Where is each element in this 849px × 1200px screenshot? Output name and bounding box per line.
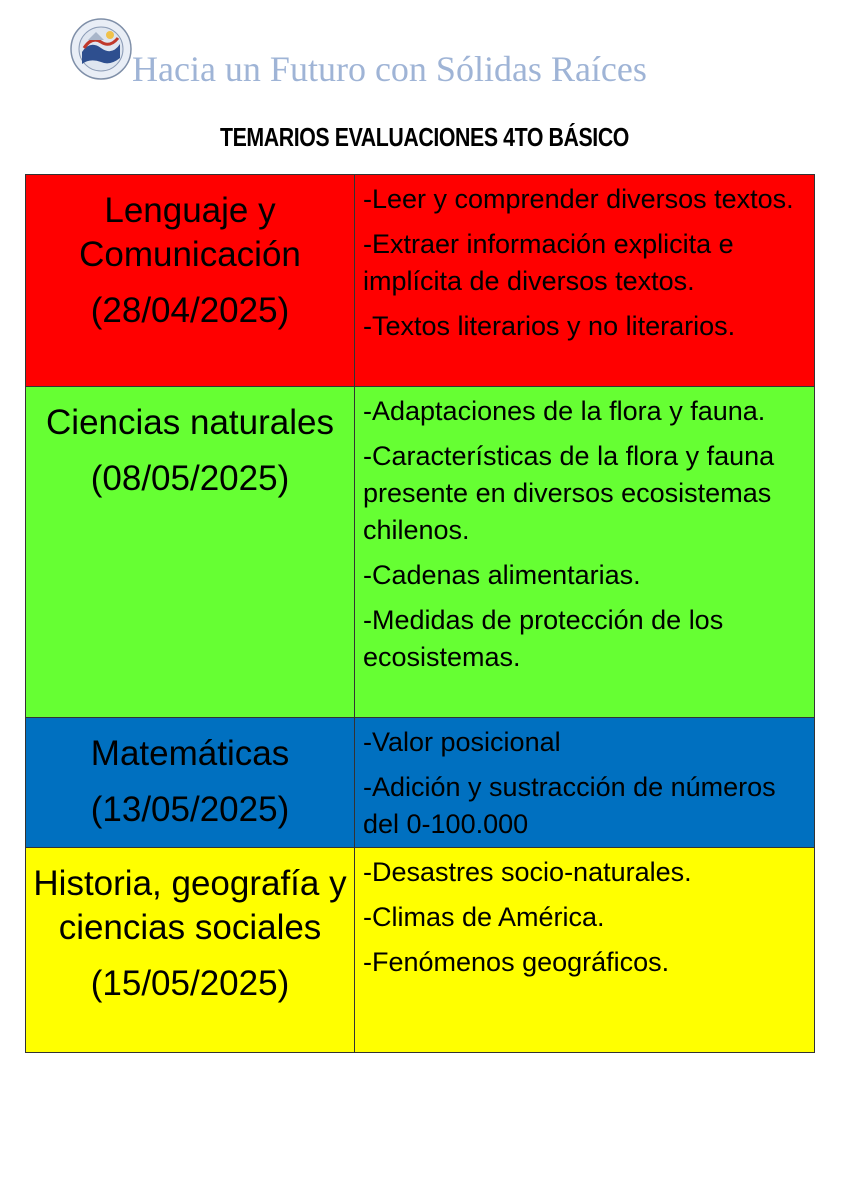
subject-row-matematicas (26, 718, 815, 848)
school-crest-icon (70, 18, 132, 80)
topic-item: -Adaptaciones de la flora y fauna. (363, 396, 766, 426)
topic-item: -Adición y sustracción de números del 0-100.000 (363, 772, 776, 839)
topic-item: -Cadenas alimentarias. (363, 560, 641, 590)
subject-cell (26, 387, 355, 718)
subject-row-lenguaje (26, 175, 815, 387)
subject-cell (26, 848, 355, 1053)
page-header (70, 18, 770, 88)
topic-item: -Fenómenos geográficos. (363, 947, 670, 977)
subject-name: Lenguaje y Comunicación (79, 191, 301, 274)
document-title: TEMARIOS EVALUACIONES 4TO BÁSICO (219, 122, 629, 152)
topics-cell (355, 175, 815, 387)
topics-cell (355, 718, 815, 848)
subject-cell (26, 175, 355, 387)
topic-item: -Medidas de protección de los ecosistemas. (363, 605, 724, 672)
subject-name: Historia, geografía y ciencias sociales (33, 864, 347, 947)
exam-date: (13/05/2025) (90, 790, 290, 829)
topic-item: -Textos literarios y no literarios. (363, 311, 736, 341)
topic-item: -Valor posicional (363, 727, 561, 757)
subject-cell (26, 718, 355, 848)
topics-cell (355, 387, 815, 718)
school-motto: Hacia un Futuro con Sólidas Raíces (132, 49, 647, 89)
topic-item: -Climas de América. (363, 902, 605, 932)
subject-row-historia (26, 848, 815, 1053)
topics-table (25, 174, 815, 1053)
exam-date: (28/04/2025) (90, 291, 290, 330)
topic-item: -Extraer información explicita e implícita de diversos textos. (363, 229, 734, 296)
topic-item: -Leer y comprender diversos textos. (363, 184, 794, 214)
subject-name: Ciencias naturales (46, 403, 334, 442)
subject-row-ciencias (26, 387, 815, 718)
subject-name: Matemáticas (90, 734, 290, 773)
exam-date: (15/05/2025) (90, 964, 290, 1003)
topic-item: -Características de la flora y fauna presente en diversos ecosistemas chilenos. (363, 441, 775, 545)
exam-date: (08/05/2025) (90, 459, 290, 498)
topics-cell (355, 848, 815, 1053)
topic-item: -Desastres socio-naturales. (363, 857, 692, 887)
